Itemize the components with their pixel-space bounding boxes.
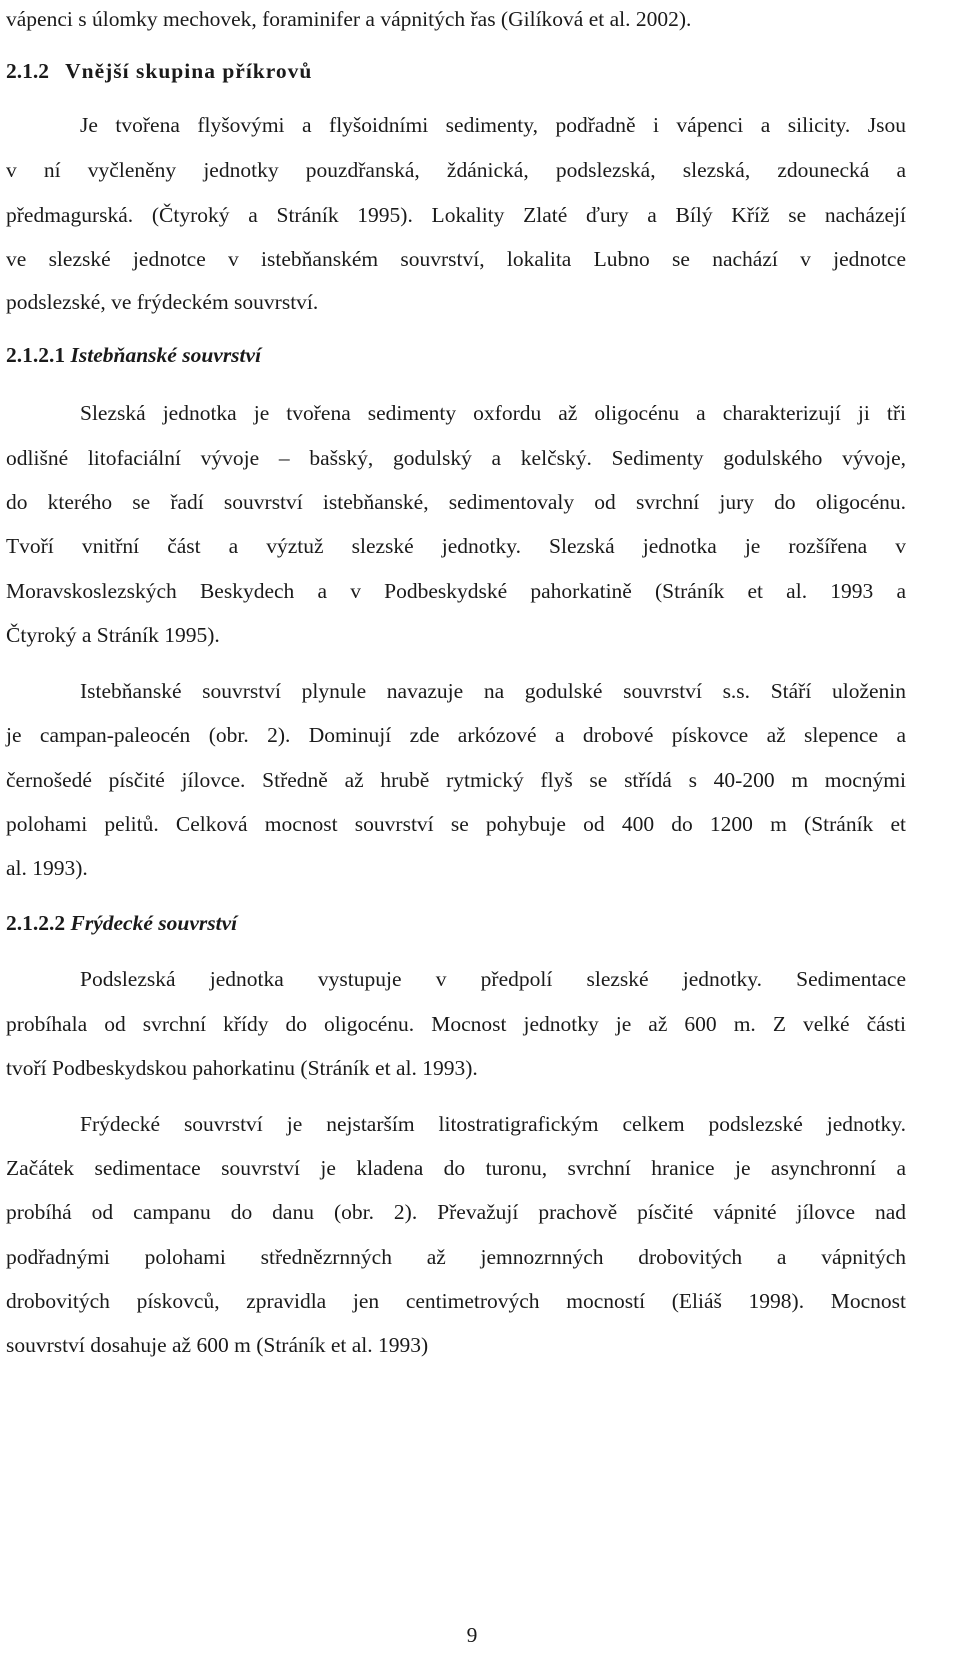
text-line: souvrství dosahuje až 600 m (Stráník et al. 1993) [6, 1333, 429, 1357]
text-line: Čtyroký a Stráník 1995). [6, 623, 220, 647]
text-line: Slezská jednotka je tvořena sedimenty oxfordu až oligocénu a charakterizují ji tři [80, 401, 906, 425]
heading-title: Vnější skupina příkrovů [65, 59, 313, 83]
heading-title: Frýdecké souvrství [70, 911, 238, 935]
text-line: drobovitých pískovců, zpravidla jen centimetrových mocností (Eliáš 1998). Mocnost [6, 1289, 906, 1313]
page-number: 9 [466, 1623, 478, 1647]
text-line: ve slezské jednotce v istebňanském souvrství, lokalita Lubno se nachází v jednotce [6, 247, 906, 271]
subsection-heading [6, 340, 906, 370]
text-line: Tvoří vnitřní část a výztuž slezské jednotky. Slezská jednotka je rozšířena v [6, 534, 906, 558]
text-line: tvoří Podbeskydskou pahorkatinu (Stráník et al. 1993). [6, 1056, 478, 1080]
text-line: Frýdecké souvrství je nejstarším litostratigrafickým celkem podslezské jednotky. [80, 1112, 906, 1136]
text-line: probíhá od campanu do danu (obr. 2). Převažují prachově písčité vápnité jílovce nad [6, 1200, 906, 1224]
subsection-heading [6, 908, 906, 938]
text-line: černošedé písčité jílovce. Středně až hrubě rytmický flyš se střídá s 40-200 m mocnými [6, 768, 906, 792]
text-line: vápenci s úlomky mechovek, foraminifer a vápnitých řas (Gilíková et al. 2002). [6, 7, 692, 31]
text-line: je campan-paleocén (obr. 2). Dominují zde arkózové a drobové pískovce až slepence a [6, 723, 906, 747]
text-line: předmagurská. (Čtyroký a Stráník 1995). Lokality Zlaté ďury a Bílý Kříž se nacházejí [6, 203, 906, 227]
text-line: al. 1993). [6, 856, 88, 880]
heading-number: 2.1.2.2 [6, 911, 66, 935]
text-line: Podslezská jednotka vystupuje v předpolí slezské jednotky. Sedimentace [80, 967, 906, 991]
heading-number: 2.1.2.1 [6, 343, 66, 367]
text-line: polohami pelitů. Celková mocnost souvrství se pohybuje od 400 do 1200 m (Stráník et [6, 812, 906, 836]
text-line: Istebňanské souvrství plynule navazuje na godulské souvrství s.s. Stáří uloženin [80, 679, 906, 703]
text-line: podřadnými polohami střednězrnných až jemnozrnných drobovitých a vápnitých [6, 1245, 906, 1269]
text-line: Je tvořena flyšovými a flyšoidními sedimenty, podřadně i vápenci a silicity. Jsou [80, 113, 906, 137]
text-line: Začátek sedimentace souvrství je kladena do turonu, svrchní hranice je asynchronní a [6, 1156, 906, 1180]
heading-title: Istebňanské souvrství [70, 343, 262, 367]
text-line: podslezské, ve frýdeckém souvrství. [6, 290, 319, 314]
heading-number: 2.1.2 [6, 59, 49, 83]
text-line: Moravskoslezských Beskydech a v Podbeskydské pahorkatině (Stráník et al. 1993 a [6, 579, 906, 603]
text-line: v ní vyčleněny jednotky pouzdřanská, ždánická, podslezská, slezská, zdounecká a [6, 158, 906, 182]
section-heading [6, 56, 906, 86]
text-line: probíhala od svrchní křídy do oligocénu. Mocnost jednotky je až 600 m. Z velké části [6, 1012, 906, 1036]
text-line: odlišné litofaciální vývoje – bašský, godulský a kelčský. Sedimenty godulského vývoje, [6, 446, 906, 470]
text-line: do kterého se řadí souvrství istebňanské, sedimentovaly od svrchní jury do oligocénu. [6, 490, 906, 514]
